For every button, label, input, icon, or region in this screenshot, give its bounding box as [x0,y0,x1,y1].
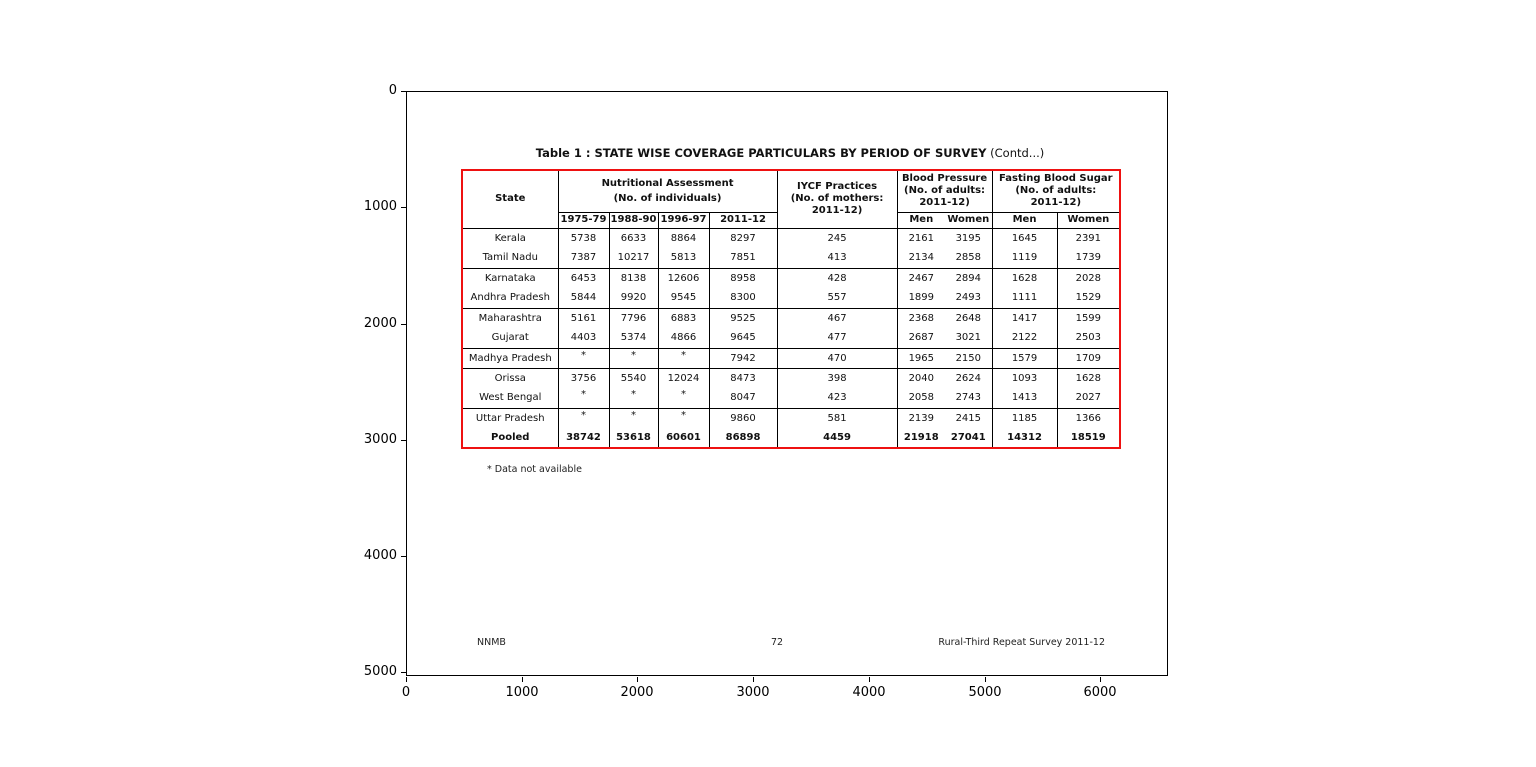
x-axis-tick-label: 3000 [736,685,770,700]
header-bp-women: Women [945,212,992,228]
state-cell: Andhra Pradesh [462,288,558,308]
data-cell: 1579 [992,348,1057,368]
data-cell: 2687 [908,332,935,344]
page-footer-right: Rural-Third Repeat Survey 2011-12 [938,637,1105,648]
data-cell: 3195 [945,228,992,248]
data-cell: 7796 [609,308,658,328]
data-cell: 1739 [1075,252,1102,264]
y-axis-tick-label: 1000 [363,199,397,214]
data-cell: * [558,348,609,368]
data-cell: 428 [777,268,897,288]
header-iycf-line1: IYCF Practices [797,181,878,193]
data-cell: 4866 [658,328,709,348]
state-cell: Maharashtra [462,308,558,328]
header-fbs-men: Men [992,212,1057,228]
data-cell: 1417 [992,308,1057,328]
state-cell: Tamil Nadu [462,248,558,268]
header-fbs-line1: Fasting Blood Sugar [999,173,1113,185]
data-cell: 12606 [658,268,709,288]
data-cell: 1413 [992,388,1057,408]
footnote-data-not-available: * Data not available [487,464,582,475]
data-cell: 2040 [897,368,945,388]
data-cell: 9920 [609,288,658,308]
table-row-pooled [462,428,1120,448]
table-row-madhya-pradesh [462,348,1120,368]
header-bp-line1: Blood Pressure [901,173,988,185]
data-cell: 9860 [709,408,777,428]
data-cell: 470 [777,348,897,368]
data-cell: 413 [777,248,897,268]
data-cell: 8297 [709,228,777,248]
header-state: State [462,170,558,228]
data-cell: 1366 [1057,408,1120,428]
data-cell: 60601 [658,428,709,448]
data-cell: 2134 [908,252,935,264]
data-cell: 3756 [558,368,609,388]
data-cell: 27041 [945,428,992,448]
data-cell: 1093 [992,368,1057,388]
data-cell: 2150 [945,348,992,368]
x-tick-mark [1100,677,1101,682]
data-cell: * [558,388,609,408]
x-axis-tick-label: 5000 [968,685,1002,700]
header-fbs-line3: 2011-12) [1030,197,1082,209]
x-axis-tick-label: 1000 [505,685,539,700]
x-tick-mark [869,677,870,682]
document-title [461,147,1119,160]
state-cell: Madhya Pradesh [462,348,558,368]
data-cell: 4403 [558,328,609,348]
data-cell: 4459 [777,428,897,448]
y-axis-tick-label: 4000 [363,548,397,563]
state-cell: Karnataka [462,268,558,288]
data-cell: 7851 [709,248,777,268]
x-tick-mark [522,677,523,682]
data-cell: 7942 [709,348,777,368]
data-cell: 1965 [897,348,945,368]
table-row-maharashtra [462,308,1120,328]
data-cell: 12024 [658,368,709,388]
table-row-west-bengal [462,388,1120,408]
data-cell: 2161 [908,232,935,244]
header-year-1988-90: 1988-90 [609,212,658,228]
header-iycf-line3: 2011-12) [811,205,863,217]
data-cell: * [609,388,658,408]
x-tick-mark [753,677,754,682]
data-cell: 1529 [1075,292,1102,304]
state-cell: Gujarat [462,328,558,348]
data-cell: 398 [777,368,897,388]
data-cell: 1599 [1057,308,1120,328]
document-title-contd: (Contd...) [986,146,1045,160]
table-row-orissa [462,368,1120,388]
data-cell: 8958 [709,268,777,288]
data-cell: 5540 [609,368,658,388]
data-cell: 1185 [992,408,1057,428]
data-cell: 5738 [558,228,609,248]
table-row-andhra-pradesh [462,288,1120,308]
data-cell: 581 [777,408,897,428]
header-bp-line2: (No. of adults: [904,185,986,197]
header-year-1996-97: 1996-97 [658,212,709,228]
data-cell: 86898 [709,428,777,448]
data-cell: 557 [777,288,897,308]
page-footer-left: NNMB [477,637,506,648]
data-cell: 9645 [709,328,777,348]
header-fbs-women: Women [1057,212,1120,228]
data-cell: 477 [777,328,897,348]
header-year-2011-12: 2011-12 [709,212,777,228]
table-row-gujarat [462,328,1120,348]
coverage-table [461,169,1121,449]
data-cell: 2503 [1075,332,1102,344]
header-fasting-blood-sugar [992,170,1120,212]
header-iycf [777,170,897,228]
x-axis-tick-label: 0 [401,685,411,700]
data-cell: 14312 [992,428,1057,448]
y-axis-tick-label: 2000 [363,316,397,331]
data-cell: 8300 [709,288,777,308]
data-cell: 53618 [609,428,658,448]
data-cell: 8473 [709,368,777,388]
data-cell: 7387 [558,248,609,268]
document-title-main: Table 1 : STATE WISE COVERAGE PARTICULARS BY PERIOD OF SURVEY [535,146,987,160]
data-cell: 5813 [658,248,709,268]
data-cell: 2028 [1057,268,1120,288]
data-cell: 18519 [1070,432,1106,443]
data-cell: 1709 [1057,348,1120,368]
data-cell: 2368 [897,308,945,328]
data-cell: 38742 [558,428,609,448]
state-cell: Kerala [462,228,558,248]
data-cell: 245 [777,228,897,248]
data-cell: * [609,408,658,428]
x-axis-tick-label: 2000 [620,685,654,700]
data-cell: * [658,408,709,428]
header-year-1975-79: 1975-79 [558,212,609,228]
data-cell: 6633 [609,228,658,248]
data-cell: 467 [777,308,897,328]
data-cell: 2858 [945,248,992,268]
data-cell: 6883 [658,308,709,328]
x-tick-mark [985,677,986,682]
data-cell: 1119 [992,248,1057,268]
data-cell: * [658,348,709,368]
data-cell: 2027 [1075,392,1102,404]
data-cell: 2467 [897,268,945,288]
coverage-table-wrapper [461,169,1119,449]
data-cell: 5161 [558,308,609,328]
data-cell: 9545 [658,288,709,308]
header-nutritional-line1: Nutritional Assessment [601,177,734,189]
header-nutritional-assessment [558,170,777,212]
data-cell: 3021 [945,328,992,348]
data-cell: 2624 [945,368,992,388]
state-cell: Uttar Pradesh [462,408,558,428]
data-cell: 1899 [908,292,935,304]
x-axis-tick-label: 6000 [1083,685,1117,700]
data-cell: 2648 [945,308,992,328]
table-row-tamil-nadu [462,248,1120,268]
x-tick-mark [406,677,407,682]
data-cell: 1628 [992,268,1057,288]
table-row-kerala [462,228,1120,248]
data-cell: 5844 [558,288,609,308]
data-cell: * [558,408,609,428]
data-cell: 1628 [1057,368,1120,388]
header-nutritional-line2: (No. of individuals) [613,192,722,204]
state-cell: Orissa [462,368,558,388]
data-cell: 1111 [992,288,1057,308]
plot-area [406,91,1168,676]
data-cell: 2122 [992,328,1057,348]
data-cell: 9525 [709,308,777,328]
y-axis-tick-label: 5000 [363,664,397,679]
header-bp-men: Men [897,212,945,228]
table-row-karnataka [462,268,1120,288]
data-cell: 8138 [609,268,658,288]
table-row-uttar-pradesh [462,408,1120,428]
y-axis-tick-label: 3000 [363,432,397,447]
data-cell: 8864 [658,228,709,248]
page-number: 72 [770,637,784,648]
data-cell: 2391 [1075,232,1102,244]
state-cell: Pooled [462,428,558,448]
data-cell: 2743 [945,388,992,408]
data-cell: 2139 [897,408,945,428]
data-cell: 2415 [945,408,992,428]
data-cell: 2058 [908,392,935,404]
x-tick-mark [637,677,638,682]
data-cell: 6453 [558,268,609,288]
data-cell: * [609,348,658,368]
header-blood-pressure [897,170,992,212]
data-cell: 1645 [992,228,1057,248]
data-cell: 21918 [903,432,939,443]
data-cell: 8047 [709,388,777,408]
data-cell: 2894 [945,268,992,288]
y-axis-tick-label: 0 [388,83,397,98]
header-bp-line3: 2011-12) [919,197,970,209]
x-axis-tick-label: 4000 [852,685,886,700]
data-cell: 5374 [609,328,658,348]
header-iycf-line2: (No. of mothers: [790,193,884,205]
header-fbs-line2: (No. of adults: [1015,185,1097,197]
data-cell: * [658,388,709,408]
data-cell: 423 [777,388,897,408]
state-cell: West Bengal [462,388,558,408]
data-cell: 10217 [609,248,658,268]
data-cell: 2493 [945,288,992,308]
